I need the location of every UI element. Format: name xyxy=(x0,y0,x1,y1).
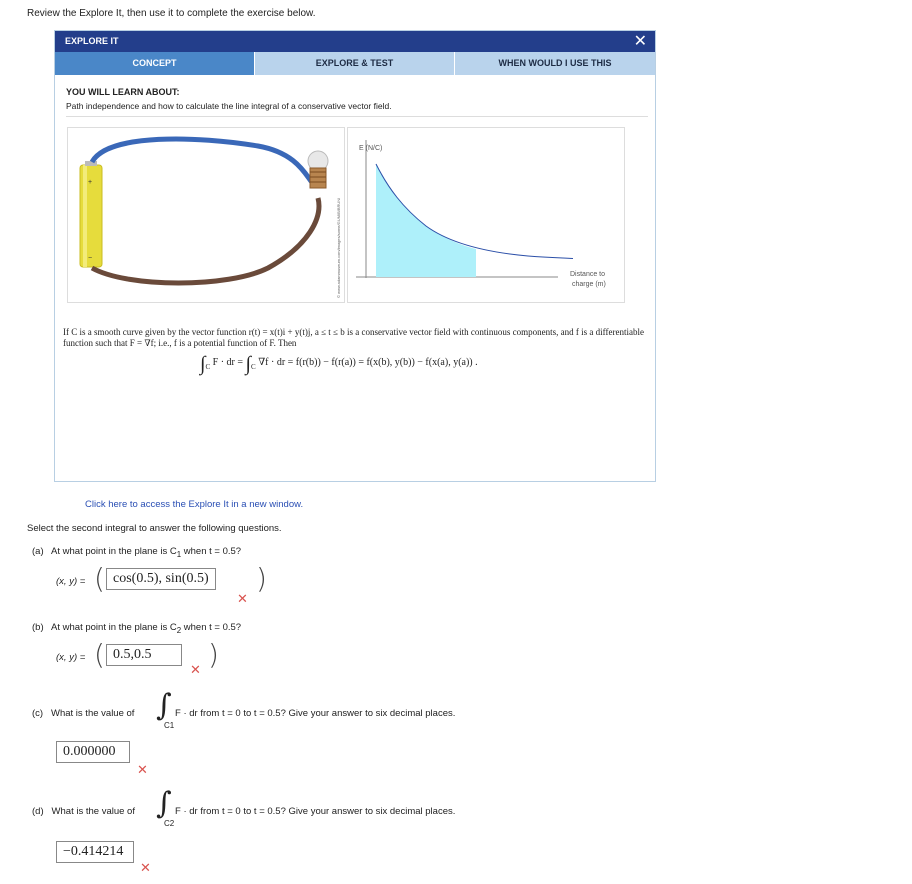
tab-concept[interactable]: CONCEPT xyxy=(55,52,254,75)
panel-header xyxy=(55,31,655,52)
left-paren-a: ( xyxy=(94,562,105,595)
integral-subscript-d: C2 xyxy=(164,819,175,828)
open-explore-it-link[interactable]: Click here to access the Explore It in a new window. xyxy=(85,499,304,510)
incorrect-icon: ✕ xyxy=(137,762,148,777)
answer-input-d[interactable]: −0.414214 xyxy=(56,841,134,863)
instruction-text: Select the second integral to answer the following questions. xyxy=(27,523,282,534)
learn-heading: YOU WILL LEARN ABOUT: xyxy=(66,87,180,97)
incorrect-icon: ✕ xyxy=(237,591,248,606)
incorrect-icon: ✕ xyxy=(190,662,201,677)
xy-label-a: (x, y) = xyxy=(56,576,86,587)
answer-input-a[interactable]: cos(0.5), sin(0.5) xyxy=(106,568,216,590)
integral-symbol-d: ∫ xyxy=(156,786,172,821)
answer-input-c[interactable]: 0.000000 xyxy=(56,741,130,763)
battery-bulb-illustration xyxy=(68,128,346,304)
right-paren-a: ) xyxy=(256,562,267,595)
xy-label-b: (x, y) = xyxy=(56,652,86,663)
panel-title: EXPLORE IT xyxy=(65,36,119,46)
question-b: (b) At what point in the plane is $C_2$ when t = 0.5? xyxy=(32,622,242,635)
explore-it-panel xyxy=(54,30,656,482)
tab-when-would-i-use-this[interactable]: WHEN WOULD I USE THIS xyxy=(455,52,655,75)
question-d-suffix: F · dr from t = 0 to t = 0.5? Give your answer to six decimal places. xyxy=(175,806,456,817)
graph-ylabel: E (N/C) xyxy=(359,145,383,152)
left-paren-b: ( xyxy=(94,638,105,671)
circuit-image xyxy=(67,127,345,303)
divider xyxy=(66,116,648,117)
question-d-prefix: (d) What is the value of xyxy=(32,806,135,817)
tab-explore-test[interactable]: EXPLORE & TEST xyxy=(255,52,454,75)
incorrect-icon: ✕ xyxy=(140,860,151,875)
intro-text: Review the Explore It, then use it to complete the exercise below. xyxy=(27,8,316,19)
question-a: (a) At what point in the plane is $C_1$ when t = 0.5? xyxy=(32,546,242,559)
answer-input-b[interactable]: 0.5,0.5 xyxy=(106,644,182,666)
tab-bar xyxy=(55,52,655,75)
right-paren-b: ) xyxy=(208,638,219,671)
field-vs-distance-chart xyxy=(348,128,626,304)
svg-text:+: + xyxy=(88,179,93,186)
integral-symbol-c: ∫ xyxy=(156,688,172,723)
learn-text: Path independence and how to calculate the line integral of a conservative vector field. xyxy=(66,101,392,111)
graph-xlabel-line2: charge (m) xyxy=(572,281,606,288)
question-c-prefix: (c) What is the value of xyxy=(32,708,135,719)
image-watermark: © www.adammuseum.com/images/some/GUM/B/BRUNI xyxy=(336,197,341,298)
graph-xlabel-line1: Distance to xyxy=(570,271,606,278)
close-icon[interactable]: ✕ xyxy=(633,33,647,50)
integral-subscript-c: C1 xyxy=(164,721,175,730)
line-integral-formula: $\int_C$ F · dr = $\int_C$ ∇f · dr = f(r(b)) − f(r(a)) = f(x(b), y(b)) − f(x(a), y(a)) . xyxy=(200,353,478,375)
question-c-suffix: F · dr from t = 0 to t = 0.5? Give your answer to six decimal places. xyxy=(175,708,456,719)
theory-text: If C is a smooth curve given by the vector function r(t) = x(t)i + y(t)j, a ≤ t ≤ b is a conservative vector field with continuous components, and f is a differentiable function such that F = ∇f; i.e., f is a potential function of F. Then xyxy=(63,327,644,348)
electric-field-graph xyxy=(347,127,625,303)
svg-text:−: − xyxy=(88,255,93,262)
